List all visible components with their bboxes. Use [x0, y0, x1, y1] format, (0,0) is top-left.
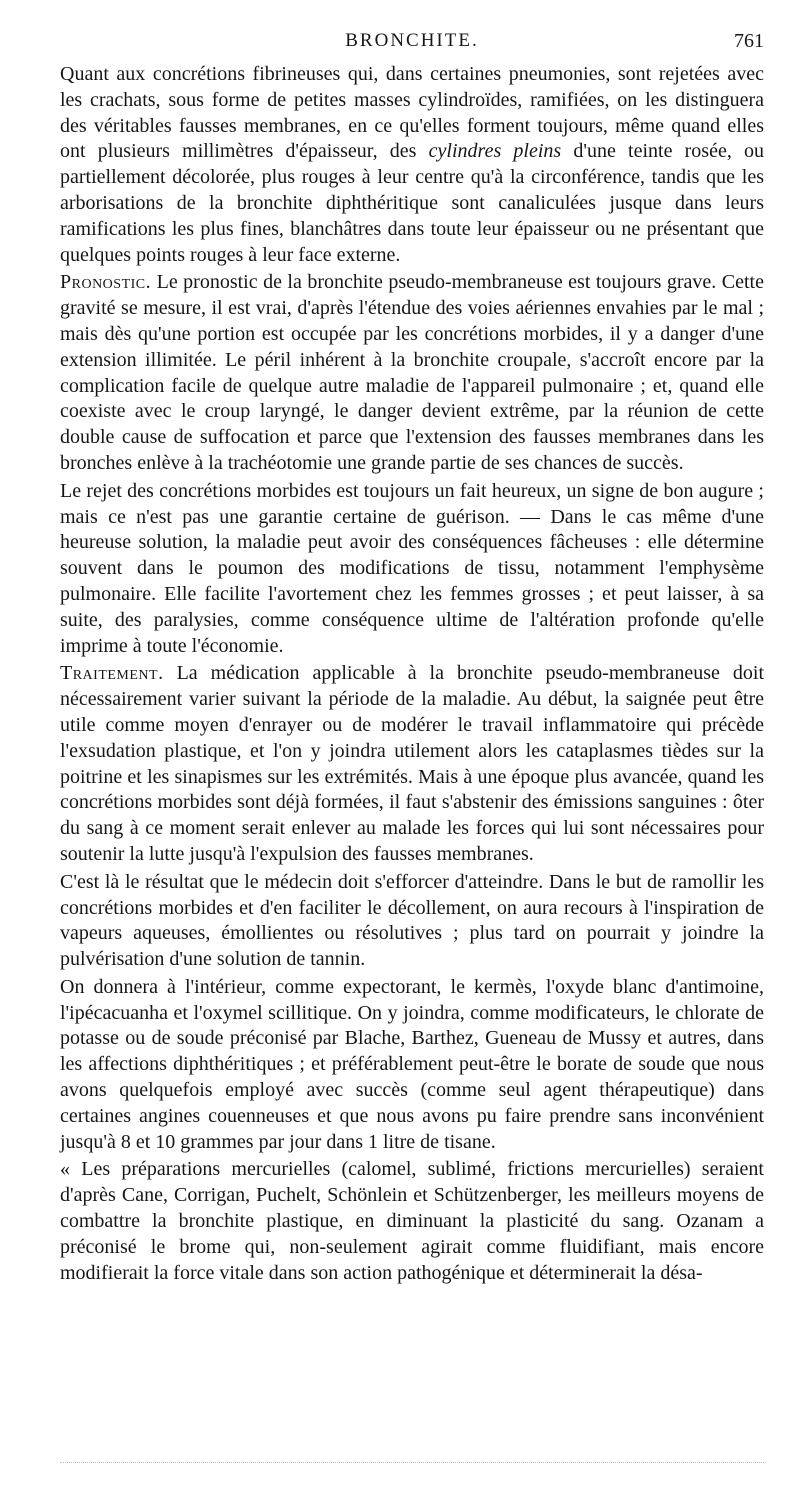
paragraph-concretions [60, 62, 764, 268]
paragraph-pronostic [60, 270, 764, 476]
bleed-through-divider [60, 1462, 764, 1464]
running-header [60, 26, 764, 62]
paragraph-rejet [60, 479, 764, 660]
paragraph-text: Quant aux concrétions fibrineuses qui, dans certaines pneumonies, sont rejetées avec les crachats, sous forme de petites masses cylindroïdes, ramifiées, on les distinguera des véritables fausses membranes, en ce qu'elles forment toujours, même quand elles ont plusieurs millimètres d'épaisseur, des [60, 63, 764, 163]
paragraph-traitement [60, 661, 764, 867]
paragraph-text: C'est là le résultat que le médecin doit s'efforcer d'atteindre. Dans le but de ramollir les concrétions morbides et d'en faciliter le décollement, on aura recours à l'inspiration de vapeurs aqueuses, émollientes ou résolutives ; plus tard on pourrait y joindre la pulvérisation d'une solution de tannin. [60, 870, 764, 971]
paragraph-text: d'une teinte rosée, ou partiellement décolorée, plus rouges à leur centre qu'à la circonférence, tandis que les arborisations de la bronchite diphthéritique sont canaliculées jusque dans leurs ramifications les plus fines, blanchâtres dans toute leur épaisseur ou ne présentant que quelques points rouges à leur face externe. [60, 140, 765, 266]
paragraph-text: Le rejet des concrétions morbides est toujours un fait heureux, un signe de bon augure ; mais ce n'est pas une garantie certaine de guérison. — Dans le cas même d'une heureuse solution, la maladie peut avoir des conséquences fâcheuses : elle détermine souvent dans le poumon des modifications de tissu, notamment l'emphysème pulmonaire. Elle facilite l'avortement chez les femmes grosses ; et peut laisser, à sa suite, des paralysies, comme conséquence ultime de l'altération profonde qu'elle imprime à toute l'économie. [60, 479, 764, 657]
paragraph-text: La médication applicable à la bronchite pseudo-membraneuse doit nécessairement varier suivant la période de la maladie. Au début, la saignée peut être utile comme moyen d'enrayer ou de modérer le travail inflammatoire qui précède l'exsudation plastique, et l'on y joindra utilement alors les cataplasmes tièdes sur la poitrine et les sinapismes sur les extrémités. Mais à une époque plus avancée, quand les concrétions morbides sont déjà formées, il faut s'abstenir des émissions sanguines : ôter du sang à ce moment serait enlever au malade les forces qui lui sont nécessaires pour soutenir la lutte jusqu'à l'expulsion des fausses membranes. [60, 662, 764, 865]
paragraph-resultat [60, 870, 764, 973]
paragraph-text: On donnera à l'intérieur, comme expectorant, le kermès, l'oxyde blanc d'antimoine, l'ipécacuanha et l'oxymel scillitique. On y joindra, comme modificateurs, le chlorate de potasse ou de soude préconisé par Blache, Barthez, Gueneau de Mussy et autres, dans les affections diphthéritiques ; et préférablement peut-être le borate de soude que nous avons quelquefois employé avec succès (comme seul agent thérapeutique) dans certaines angines couenneuses et que nous avons pu faire prendre sans inconvénient jusqu'à 8 et 10 grammes par jour dans 1 litre de tisane. [60, 975, 764, 1153]
running-title: BRONCHITE. [345, 30, 479, 51]
section-lead-pronostic: Pronostic. [60, 271, 152, 294]
paragraph-mercurielles [60, 1157, 764, 1286]
paragraph-text: Le pronostic de la bronchite pseudo-membraneuse est toujours grave. Cette gravité se mesure, il est vrai, d'après l'étendue des voies aériennes envahies par le mal ; mais dès qu'une portion est occupée par les concrétions morbides, il y a danger d'une extension illimitée. Le péril inhérent à la bronchite croupale, s'accroît encore par la complication facile de quelque autre maladie de l'appareil pulmonaire ; et, quand elle coexiste avec le croup laryngé, le danger devient extrême, par la réunion de cette double cause de suffocation et parce que l'extension des fausses membranes dans les bronches enlève à la trachéotomie une grande partie de ses chances de succès. [60, 271, 764, 474]
paragraph-text: « Les préparations mercurielles (calomel, sublimé, frictions mercurielles) seraient d'après Cane, Corrigan, Puchelt, Schönlein et Schützenberger, les meilleurs moyens de combattre la bronchite plastique, en diminuant la plasticité du sang. Ozanam a préconisé le brome qui, non-seulement agirait comme fluidifiant, mais encore modifierait la force vitale dans son action pathogénique et déterminerait la désa- [60, 1158, 764, 1284]
section-lead-traitement: Traitement. [60, 662, 164, 685]
book-page [60, 26, 764, 1288]
paragraph-interieur [60, 975, 764, 1156]
page-number: 761 [734, 30, 764, 52]
italic-term: cylindres pleins [428, 140, 562, 163]
